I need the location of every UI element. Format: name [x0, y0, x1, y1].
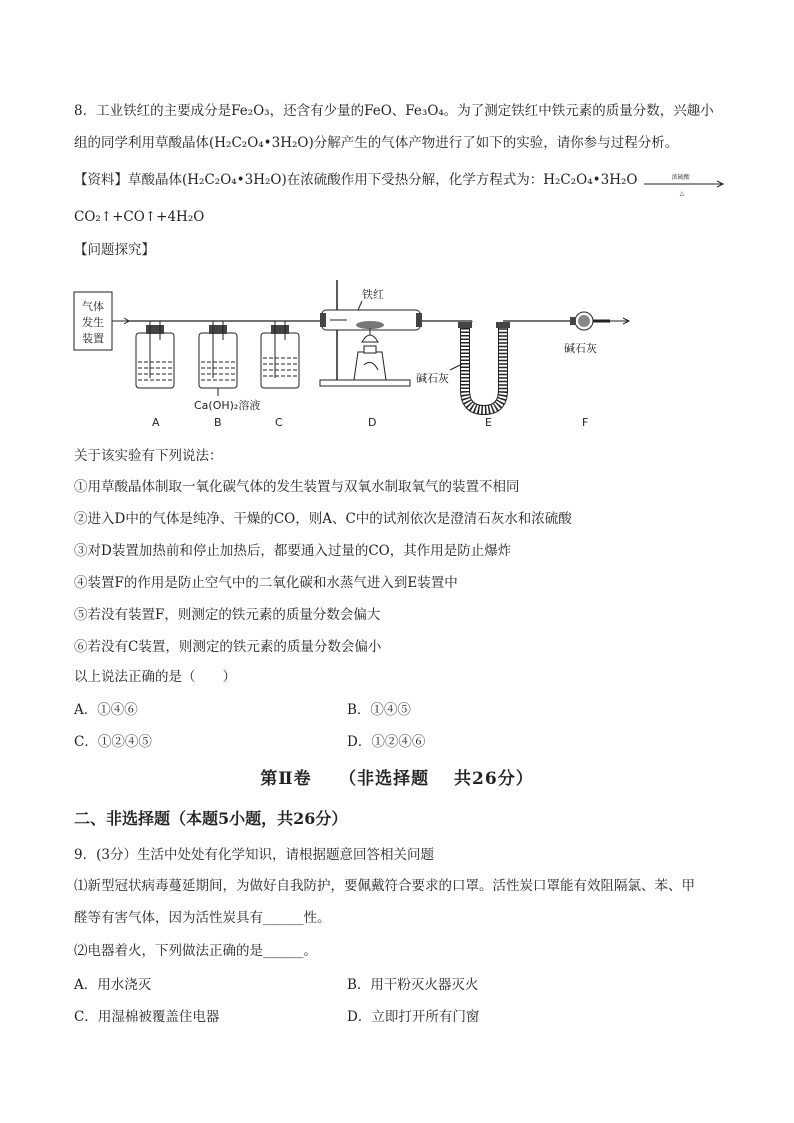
label-e: E [485, 416, 492, 429]
arrow-condition-top: 浓硫酸 [671, 173, 690, 181]
u-tube-e [416, 321, 552, 410]
statement-2: ②进入D中的气体是纯净、干燥的CO，则A、C中的试剂依次是澄清石灰水和浓硫酸 [74, 511, 572, 527]
equation-products: CO₂↑+CO↑+4H₂O [74, 209, 205, 225]
section-2-title: 第Ⅱ卷 （非选择题 共26分） [260, 769, 534, 789]
problem-label: 【问题探究】 [74, 242, 155, 258]
bottle-b [199, 321, 237, 396]
q8-option-a[interactable]: A．①④⑥ [74, 702, 138, 718]
statement-6: ⑥若没有C装置，则测定的铁元素的质量分数会偏小 [74, 639, 382, 655]
label-d: D [368, 416, 377, 429]
q9-part2: ⑵电器着火，下列做法正确的是______。 [74, 943, 317, 959]
q9-option-d[interactable]: D．立即打开所有门窗 [347, 1009, 480, 1025]
q8-option-b[interactable]: B．①④⑤ [347, 702, 411, 718]
label-a: A [152, 416, 160, 429]
drying-tube-f [552, 312, 629, 355]
q8-material-line [74, 170, 726, 197]
statement-4: ④装置F的作用是防止空气中的二氧化碳和水蒸气进入到E装置中 [74, 575, 458, 591]
label-soda-lime-f: 碱石灰 [564, 342, 597, 355]
label-b: B [214, 416, 222, 429]
q8-option-c[interactable]: C．①②④⑤ [74, 734, 152, 750]
q8-question: 以上说法正确的是（ ） [74, 669, 236, 685]
gas-box-line3: 装置 [82, 332, 104, 345]
bottle-a [136, 321, 174, 388]
q9-part1-line1: ⑴新型冠状病毒蔓延期间，为做好自我防护，要佩戴符合要求的口罩。活性炭口罩能有效阻隔氯、苯、甲 [74, 878, 695, 894]
reaction-arrow [642, 173, 726, 197]
statements-intro: 关于该实验有下列说法： [74, 448, 223, 464]
part-2-title: 二、非选择题（本题5小题，共26分） [74, 809, 348, 828]
q9-option-c[interactable]: C．用湿棉被覆盖住电器 [74, 1009, 220, 1025]
statement-3: ③对D装置加热前和停止加热后，都要通入过量的CO，其作用是防止爆炸 [74, 543, 512, 559]
label-iron-red: 铁红 [362, 288, 384, 301]
material-text: 【资料】草酸晶体(H₂C₂O₄•3H₂O)在浓硫酸作用下受热分解，化学方程式为：H₂C₂O₄•3H₂O [74, 172, 638, 188]
bottle-c [261, 321, 299, 388]
statement-1: ①用草酸晶体制取一氧化碳气体的发生装置与双氧水制取氧气的装置不相同 [74, 479, 520, 495]
q9-option-b[interactable]: B．用干粉灭火器灭火 [347, 977, 479, 993]
label-c: C [275, 416, 283, 429]
gas-box-line2: 发生 [82, 316, 104, 329]
statement-5: ⑤若没有装置F，则测定的铁元素的质量分数会偏大 [74, 607, 381, 623]
apparatus-d [320, 280, 472, 386]
q8-option-d[interactable]: D．①②④⑥ [347, 734, 426, 750]
arrow-condition-bottom: △ [679, 189, 685, 197]
label-caoh2-solution: Ca(OH)₂溶液 [194, 399, 261, 412]
label-f: F [582, 416, 589, 429]
q9-option-a[interactable]: A．用水浇灭 [74, 977, 152, 993]
q9-part1-line2: 醛等有害气体，因为活性炭具有______性。 [74, 910, 331, 926]
q8-intro-line2: 组的同学利用草酸晶体(H₂C₂O₄•3H₂O)分解产生的气体产物进行了如下的实验，请你参与过程分析。 [74, 135, 679, 151]
apparatus-diagram [72, 270, 642, 435]
label-soda-lime-e: 碱石灰 [416, 372, 449, 385]
gas-box-line1: 气体 [82, 300, 104, 313]
q8-intro-line1: 8．工业铁红的主要成分是Fe₂O₃，还含有少量的FeO、Fe₃O₄。为了测定铁红中铁元素的质量分数，兴趣小 [74, 103, 714, 119]
gas-generator-box [74, 292, 112, 350]
q9-stem: 9．(3分）生活中处处有化学知识，请根据题意回答相关问题 [74, 847, 434, 863]
